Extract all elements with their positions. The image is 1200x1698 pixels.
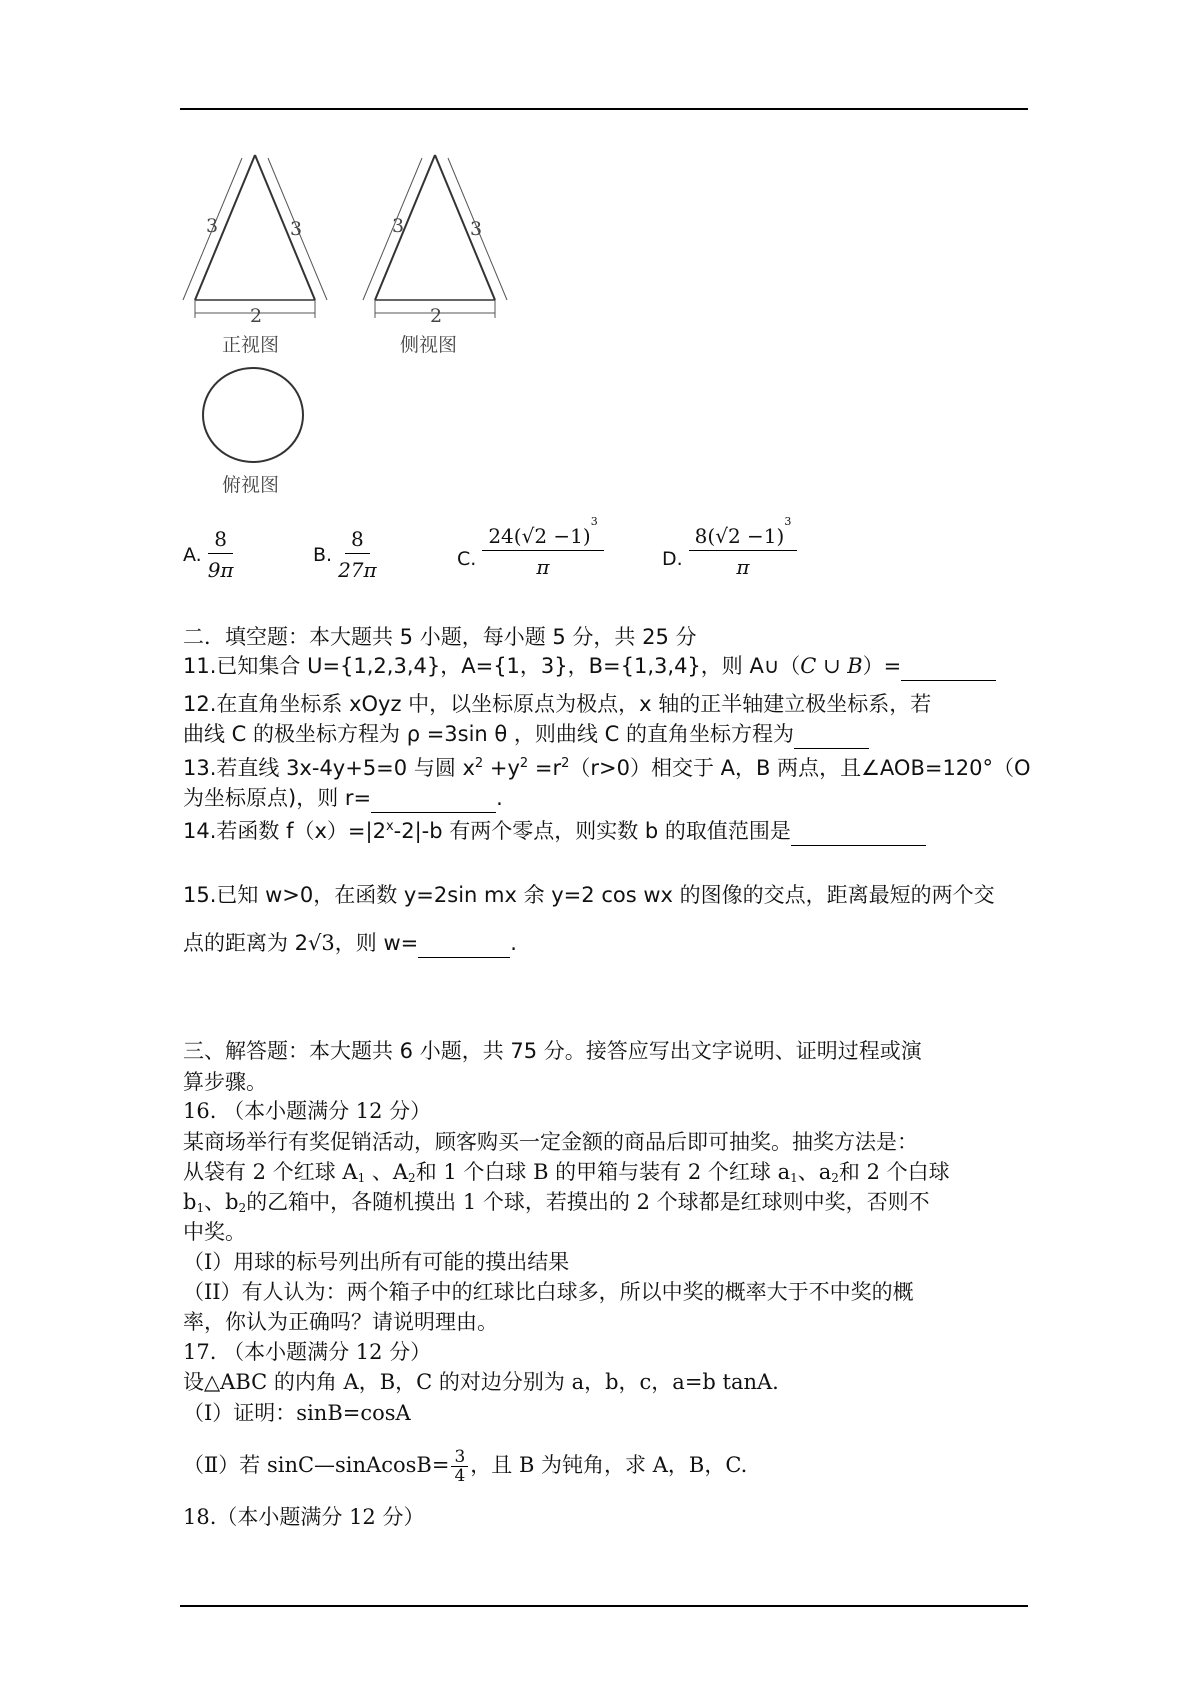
q16-sub-1: 1 [357,1171,366,1185]
option-a-denominator: 9π [207,558,234,582]
q17-p2b: ，且 B 为钝角，求 A，B，C. [470,1453,748,1477]
top-view-label: 俯视图 [222,474,280,496]
side-view-label: 侧视图 [400,334,458,356]
q13-text-d: （r>0）相交于 A，B 两点，且∠AOB=120°（O [569,756,1031,780]
q13-sup-2: 2 [519,756,529,771]
option-c [457,515,604,579]
q13-text-c: =r [528,756,562,780]
option-c-numerator: $24(√2 -1)^3$ [482,515,603,551]
question-13-line2 [183,783,503,813]
option-b-numerator: 8 [345,527,370,554]
q12-line2: 曲线 C 的极坐标方程为 ρ =3sin θ ，则曲线 C 的直角坐标方程为 [183,722,794,746]
top-view-figure [198,365,308,465]
section3-heading-2: 算步骤。 [183,1070,267,1094]
q16-l3-sub-2: 2 [238,1201,247,1215]
q12-answer-blank[interactable] [794,726,869,749]
option-d-numerator: $8(√2 -1)^3$ [689,515,798,551]
q16-part2-line1: （II）有人认为：两个箱子中的红球比白球多，所以中奖的概率大于不中奖的概 [183,1280,914,1304]
option-c-inner: √2 −1 [521,524,583,548]
question-13-line1 [183,753,1031,783]
q17-title: 17. （本小题满分 12 分） [183,1340,432,1364]
q17-frac-num: 3 [451,1448,468,1467]
option-b-fraction [338,527,377,582]
section3-heading-1: 三、解答题：本大题共 6 小题，共 75 分。接答应写出文字说明、证明过程或演 [183,1039,922,1063]
option-d [662,515,797,579]
option-a-letter: A. [183,543,202,566]
q16-l3a: b [183,1190,197,1214]
header-rule [180,108,1028,110]
q13-line2-a: 为坐标原点)，则 r= [183,786,372,810]
option-b-letter: B. [313,543,333,566]
q17-part2 [183,1448,747,1485]
q16-sub-3: 1 [790,1171,798,1185]
option-c-power: 3 [590,515,598,528]
q17-part1: （Ⅰ）证明：sinB=cosA [183,1401,411,1425]
question-14 [183,816,926,846]
footer-rule [180,1605,1028,1607]
q14-text-a: 14.若函数 f（x）=|2 [183,819,386,843]
option-d-letter: D. [662,548,683,570]
side-view-figure [360,150,510,320]
front-view-label: 正视图 [222,334,280,356]
q13-text-a: 13.若直线 3x-4y+5=0 与圆 x [183,756,475,780]
option-d-coef: 8 [694,524,708,548]
q16-l2b: 、A [365,1160,409,1184]
option-c-coef: 24 [488,524,514,548]
option-d-inner: √2 −1 [715,524,777,548]
q16-part2-line2: 率，你认为正确吗？请说明理由。 [183,1310,498,1334]
q15-line2-c: . [510,931,517,955]
q16-l2c: 和 1 个白球 B 的甲箱与装有 2 个红球 a [415,1160,791,1184]
q16-title: 16. （本小题满分 12 分） [183,1099,432,1123]
q15-answer-blank[interactable] [418,935,510,958]
q16-sub-2: 2 [408,1171,416,1185]
q16-line2 [183,1157,950,1187]
question-12-line1: 12.在直角坐标系 xOyz 中，以坐标原点为极点，x 轴的正半轴建立极坐标系，若 [183,692,932,716]
side-view-side-left: 3 [392,215,405,237]
option-b [313,527,377,582]
q16-sub-4: 2 [831,1171,839,1185]
q16-l3b: 、b [204,1190,239,1214]
q15-sqrt: √3 [308,931,335,955]
side-view-base: 2 [430,305,443,327]
q13-sup-1: 2 [474,756,484,771]
q16-l3c: 的乙箱中，各随机摸出 1 个球，若摸出的 2 个球都是红球则中奖，否则不 [246,1190,930,1214]
option-c-fraction [482,515,603,579]
q15-line2-a: 点的距离为 2 [183,931,309,955]
q16-l2d: 、a [797,1160,832,1184]
question-15-line2 [183,928,517,958]
question-11 [183,651,996,681]
front-view-figure [180,150,330,320]
section2-heading: 二．填空题：本大题共 5 小题，每小题 5 分，共 25 分 [183,625,697,649]
option-b-denominator: 27π [338,558,377,582]
q18-title: 18.（本小题满分 12 分） [183,1505,425,1529]
option-d-power: 3 [784,515,792,528]
q16-l2a: 从袋有 2 个红球 A [183,1160,358,1184]
q11-tail: ）= [862,654,902,678]
option-d-fraction [689,515,798,579]
option-a-fraction [208,527,234,582]
front-view-side-left: 3 [206,215,219,237]
side-view-side-right: 3 [470,218,483,240]
q13-line2-b: . [496,786,503,810]
question-12-line2 [183,719,869,749]
q15-line2-b: ，则 w= [334,931,419,955]
front-view-base: 2 [250,305,263,327]
q13-text-b: +y [483,756,520,780]
q14-sup: x [385,819,394,834]
q17-frac-den: 4 [454,1466,466,1486]
q17-line1: 设△ABC 的内角 A，B，C 的对边分别为 a，b，c，a=b tanA. [183,1370,779,1394]
q17-p2a: （Ⅱ）若 sinC—sinAcosB= [183,1453,450,1477]
q13-sup-3: 2 [561,756,570,771]
q16-l2e: 和 2 个白球 [838,1160,950,1184]
q16-line3 [183,1187,930,1217]
option-a-numerator: 8 [208,527,233,554]
q11-math: C ∪ B [800,654,863,678]
option-c-denominator: π [536,555,550,579]
option-d-denominator: π [736,555,750,579]
q14-text-b: -2|-b 有两个零点，则实数 b 的取值范围是 [393,819,791,843]
q17-fraction [451,1448,468,1485]
q16-line1: 某商场举行有奖促销活动，顾客购买一定金额的商品后即可抽奖。抽奖方法是： [183,1130,918,1154]
front-view-side-right: 3 [290,218,303,240]
q11-answer-blank[interactable] [901,658,996,681]
q13-answer-blank[interactable] [371,790,496,813]
q11-text: 11.已知集合 U={1,2,3,4}，A={1，3}，B={1,3,4}，则 A∪（ [183,654,801,678]
q16-part1: （I）用球的标号列出所有可能的摸出结果 [183,1250,570,1274]
q16-line4: 中奖。 [183,1220,246,1244]
option-a [183,527,234,582]
question-15-line1: 15.已知 w>0，在函数 y=2sin mx 余 y=2 cos wx 的图像的交点，距离最短的两个交 [183,883,995,907]
q14-answer-blank[interactable] [791,823,926,846]
option-c-letter: C. [457,548,477,570]
q16-l3-sub-1: 1 [196,1201,205,1215]
